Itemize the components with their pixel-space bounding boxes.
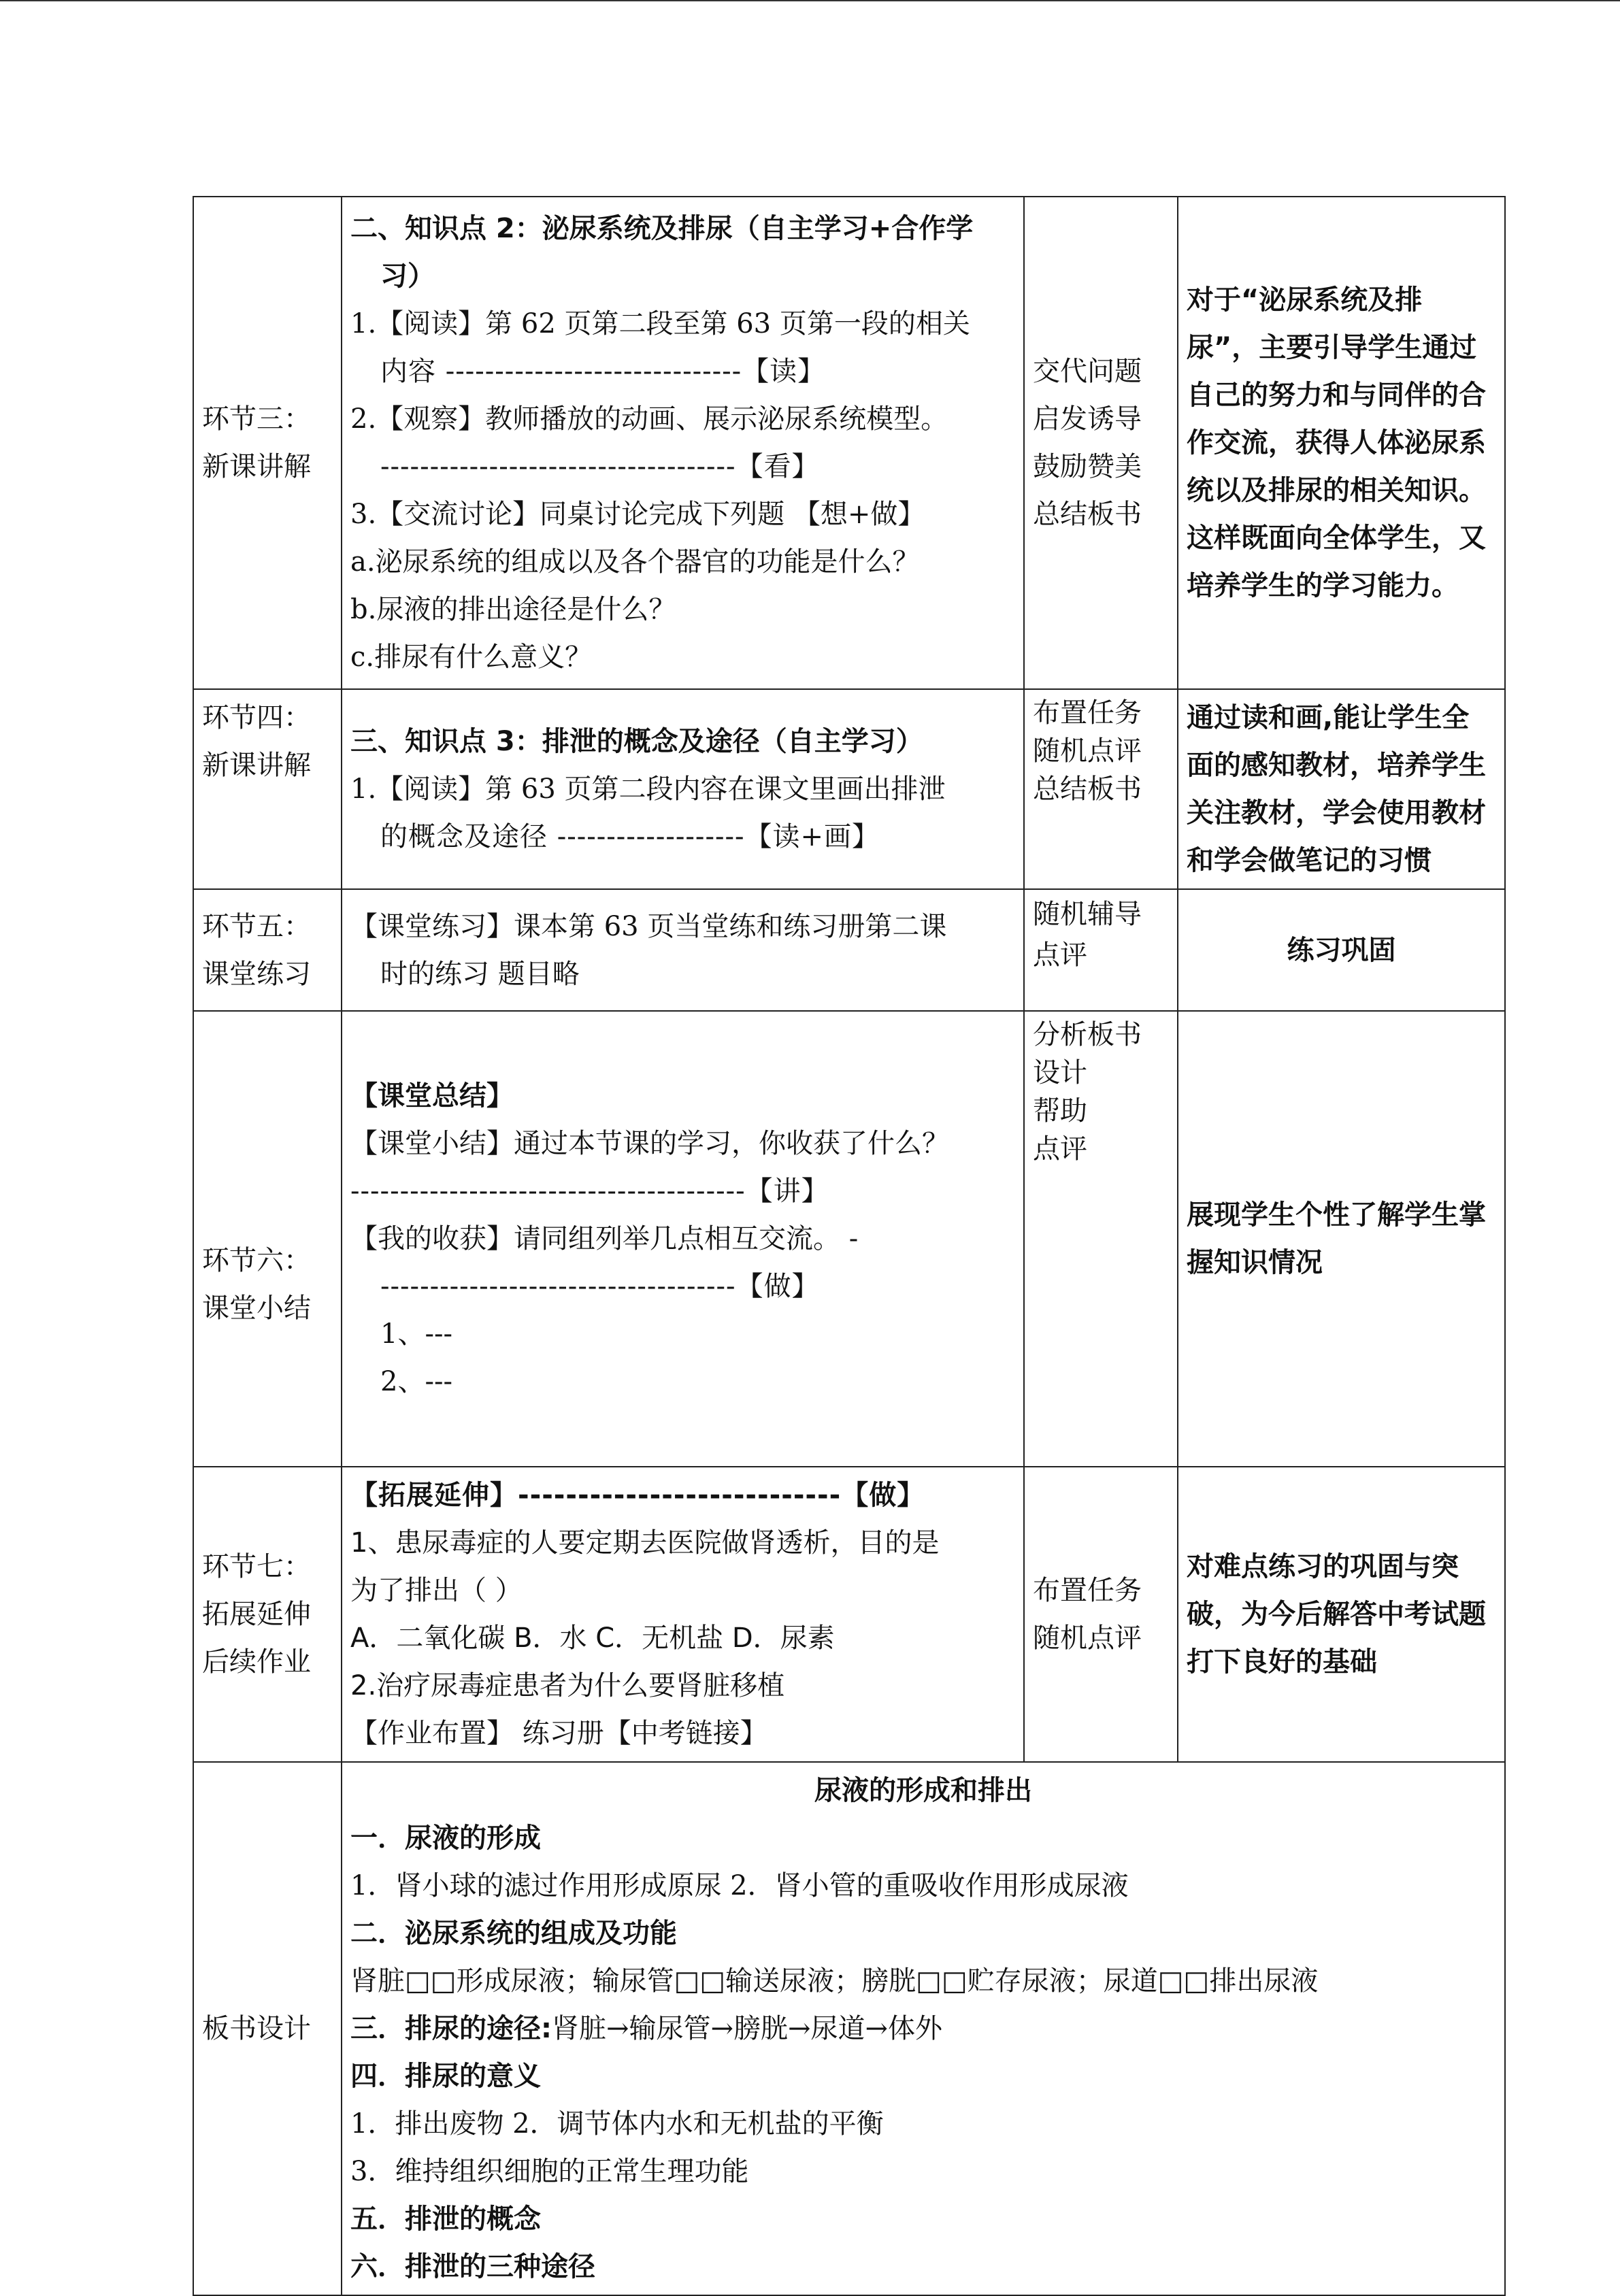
intent-cell: 对难点练习的巩固与突 破，为今后解答中考试题 打下良好的基础 (1178, 1467, 1505, 1762)
read-instruction: 1.【阅读】第 63 页第二段内容在课文里画出排泄 (350, 773, 946, 805)
practice-instruction: 【课堂练习】课本第 63 页当堂练和练习册第二课 (350, 910, 947, 942)
table-row (193, 1762, 1505, 2295)
stage-cell: 环节四： 新课讲解 (193, 689, 342, 889)
section-heading: 三、知识点 3：排泄的概念及途径（自主学习） (350, 726, 923, 757)
table-row (193, 689, 1505, 889)
page-top-border (0, 0, 1620, 1)
section-heading: 二、知识点 2：泌尿系统及排尿（自主学习+合作学 (350, 213, 974, 244)
method-cell: 布置任务 随机点评 (1024, 1467, 1178, 1762)
board-title: 尿液的形成和排出 (814, 1775, 1032, 1806)
content-cell: 【课堂练习】课本第 63 页当堂练和练习册第二课 时的练习 题目略 (342, 889, 1024, 1011)
table-row (193, 1011, 1505, 1467)
observe-instruction: 2.【观察】教师播放的动画、展示泌尿系统模型。 (350, 403, 948, 435)
intent-cell: 通过读和画,能让学生全 面的感知教材，培养学生 关注教材，学会使用教材 和学会做笔记的习惯 (1178, 689, 1505, 889)
board-design-cell: 尿液的形成和排出 一．尿液的形成 1．肾小球的滤过作用形成原尿 2．肾小管的重吸收作用形成尿液 二．泌尿系统的组成及功能 肾脏□□形成尿液；输尿管□□输送尿液；膀胱□□贮存尿液；尿道□□排出尿液 三．排尿的途径:肾脏→输尿管→膀胱→尿道→体外 四．排尿的意义 1．排出废物 2．调节体内水和无机盐的平衡 3．维持组织细胞的正常生理功能 五．排泄的概念 六．排泄的三种途径 (342, 1762, 1505, 2295)
discuss-instruction: 3.【交流讨论】同桌讨论完成下列题 【想+做】 (350, 499, 925, 530)
question-2: 2.治疗尿毒症患者为什么要肾脏移植 (350, 1670, 785, 1701)
extend-heading: 【拓展延伸】---------------------------【做】 (350, 1480, 925, 1511)
stage-cell: 板书设计 (193, 1762, 342, 2295)
method-cell: 分析板书 设计 帮助 点评 (1024, 1011, 1178, 1467)
intent-cell: 展现学生个性了解学生掌 握知识情况 (1178, 1011, 1505, 1467)
reflection-instruction: 【课堂小结】通过本节课的学习，你收获了什么？ (350, 1128, 949, 1159)
content-cell: 三、知识点 3：排泄的概念及途径（自主学习） 1.【阅读】第 63 页第二段内容在课文里画出排泄 的概念及途径 -------------------【读+画】 (342, 689, 1024, 889)
lesson-plan-table (193, 196, 1506, 2296)
question-a: a.泌尿系统的组成以及各个器官的功能是什么？ (350, 546, 920, 578)
method-cell: 布置任务 随机点评 总结板书 (1024, 689, 1178, 889)
table-row (193, 197, 1505, 689)
table-row (193, 889, 1505, 1011)
content-cell: 【拓展延伸】---------------------------【做】 1、患尿毒症的人要定期去医院做肾透析，目的是 为了排出（ ） A．二氧化碳 B．水 C．无机盐 D．尿素 2.治疗尿毒症患者为什么要肾脏移植 【作业布置】 练习册【中考链接】 (342, 1467, 1024, 1762)
method-cell: 交代问题 启发诱导 鼓励赞美 总结板书 (1024, 197, 1178, 689)
content-cell: 【课堂总结】 【课堂小结】通过本节课的学习，你收获了什么？ ----------------------------------------【讲】 【我的收获】请同组列举几点相互交流。 - ------------------------------------【做】 1、--- 2、--- (342, 1011, 1024, 1467)
summary-heading: 【课堂总结】 (350, 1080, 514, 1112)
method-cell: 随机辅导 点评 (1024, 889, 1178, 1011)
question-1: 1、患尿毒症的人要定期去医院做肾透析，目的是 (350, 1527, 940, 1559)
homework-line: 【作业布置】 练习册【中考链接】 (350, 1718, 767, 1749)
intent-cell: 对于“泌尿系统及排 尿”，主要引导学生通过 自己的努力和与同伴的合 作交流，获得人体泌尿系 统以及排尿的相关知识。 这样既面向全体学生，又 培养学生的学习能力。 (1178, 197, 1505, 689)
stage-cell: 环节五： 课堂练习 (193, 889, 342, 1011)
stage-cell: 环节六： 课堂小结 (193, 1011, 342, 1467)
question-b: b.尿液的排出途径是什么？ (350, 594, 676, 625)
question-c: c.排尿有什么意义？ (350, 642, 593, 673)
stage-cell: 环节三： 新课讲解 (193, 197, 342, 689)
stage-cell: 环节七： 拓展延伸 后续作业 (193, 1467, 342, 1762)
answer-options: A．二氧化碳 B．水 C．无机盐 D．尿素 (350, 1623, 835, 1654)
read-instruction: 1.【阅读】第 62 页第二段至第 63 页第一段的相关 (350, 308, 970, 339)
table-row (193, 1467, 1505, 1762)
content-cell: 二、知识点 2：泌尿系统及排尿（自主学习+合作学 习） 1.【阅读】第 62 页第二段至第 63 页第一段的相关 内容 ------------------------------【读】 2.【观察】教师播放的动画、展示泌尿系统模型。 ------------------------------------【看】 3.【交流讨论】同桌讨论完成下列题 【想+做】 a.泌尿系统的组成以及各个器官的功能是什么？ b.尿液的排出途径是什么？ c.排尿有什么意义？ (342, 197, 1024, 689)
harvest-instruction: 【我的收获】请同组列举几点相互交流。 - (350, 1223, 859, 1254)
intent-cell: 练习巩固 (1178, 889, 1505, 1011)
